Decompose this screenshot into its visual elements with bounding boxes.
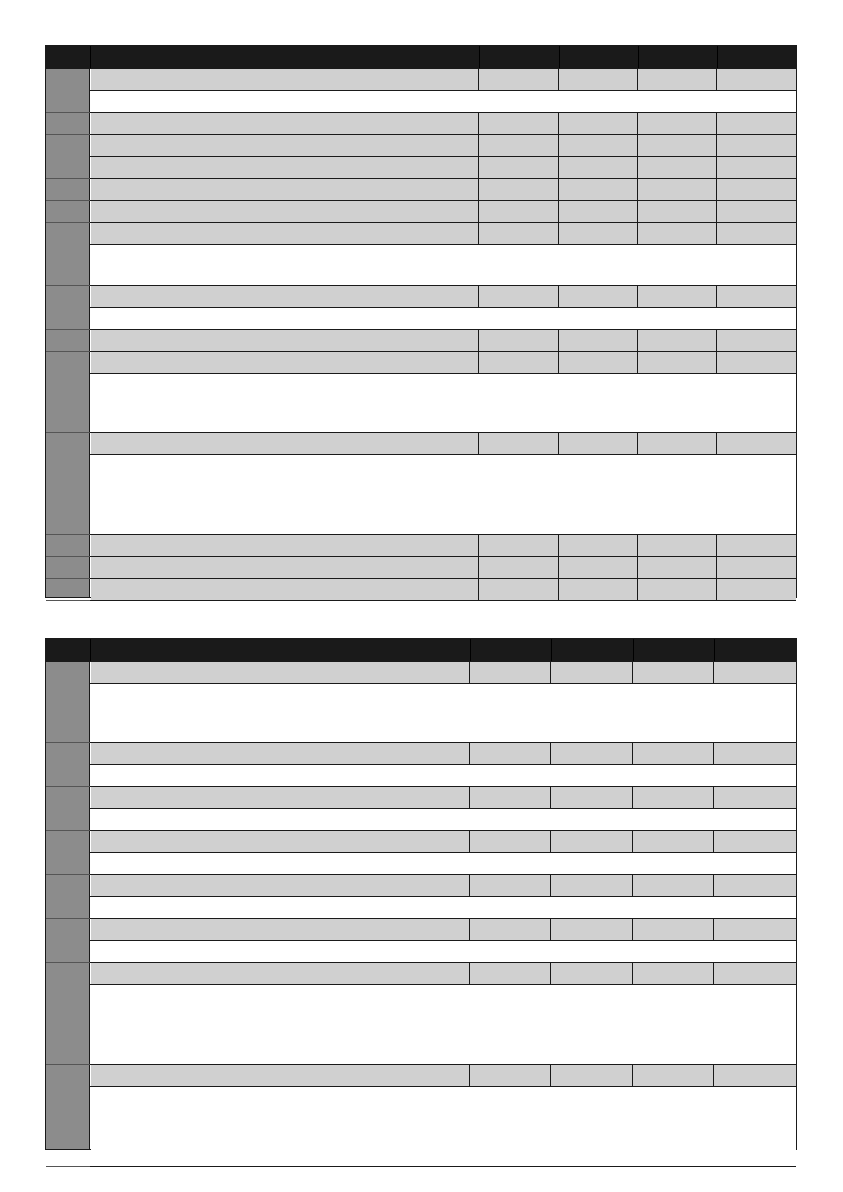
- parameter-value-cell: [638, 135, 717, 157]
- parameter-value-cell: [638, 223, 717, 245]
- description-cell: [91, 91, 796, 113]
- parameter-value-cell: [714, 787, 796, 809]
- parameter-value-cell: [717, 286, 796, 308]
- parameter-label-cell: [91, 535, 479, 557]
- parameter-value-cell: [559, 135, 638, 157]
- parameter-value-cell: [479, 579, 559, 601]
- parameter-value-cell: [551, 743, 633, 765]
- parameter-label-cell: [91, 330, 479, 352]
- parameter-value-cell: [717, 179, 796, 201]
- item-number-divider: [46, 222, 90, 223]
- header-divider: [638, 46, 639, 68]
- parameter-value-cell: [633, 787, 714, 809]
- row-divider: [90, 600, 796, 601]
- item-number-divider: [46, 329, 90, 330]
- parameter-label-cell: [91, 113, 479, 135]
- item-number-divider: [46, 556, 90, 557]
- parameter-label-cell: [91, 579, 479, 601]
- description-cell: [91, 374, 796, 433]
- item-number-divider: [46, 351, 90, 352]
- parameter-value-cell: [559, 223, 638, 245]
- parameter-value-cell: [633, 1065, 714, 1087]
- description-cell: [91, 455, 796, 535]
- header-divider: [714, 639, 715, 661]
- parameter-value-cell: [714, 875, 796, 897]
- parameter-value-cell: [638, 579, 717, 601]
- parameter-value-cell: [717, 223, 796, 245]
- parameter-value-cell: [717, 135, 796, 157]
- parameter-label-cell: [91, 919, 470, 941]
- parameter-label-cell: [91, 179, 479, 201]
- parameter-value-cell: [479, 201, 559, 223]
- parameter-value-cell: [470, 919, 551, 941]
- parameter-value-cell: [633, 919, 714, 941]
- parameter-value-cell: [470, 875, 551, 897]
- parameter-value-cell: [559, 69, 638, 91]
- parameter-value-cell: [551, 1065, 633, 1087]
- item-number-divider: [46, 112, 90, 113]
- parameter-label-cell: [91, 831, 470, 853]
- parameter-value-cell: [717, 352, 796, 374]
- parameter-label-cell: [91, 875, 470, 897]
- parameter-label-cell: [91, 787, 470, 809]
- parameter-value-cell: [559, 201, 638, 223]
- parameter-value-cell: [559, 557, 638, 579]
- description-cell: [91, 765, 796, 787]
- parameter-value-cell: [479, 179, 559, 201]
- item-number-divider: [46, 1064, 90, 1065]
- parameter-value-cell: [714, 662, 796, 684]
- item-number-divider: [46, 200, 90, 201]
- parameter-value-cell: [638, 352, 717, 374]
- parameter-value-cell: [717, 157, 796, 179]
- item-number-divider: [46, 742, 90, 743]
- parameter-value-cell: [551, 787, 633, 809]
- parameter-label-cell: [91, 223, 479, 245]
- header-divider: [90, 46, 91, 68]
- table-header: [46, 639, 796, 661]
- parameter-value-cell: [717, 69, 796, 91]
- parameter-value-cell: [717, 113, 796, 135]
- parameter-value-cell: [470, 1065, 551, 1087]
- parameter-value-cell: [479, 223, 559, 245]
- parameter-value-cell: [638, 330, 717, 352]
- parameter-value-cell: [479, 69, 559, 91]
- description-cell: [91, 245, 796, 286]
- parameter-value-cell: [638, 201, 717, 223]
- parameter-label-cell: [91, 69, 479, 91]
- parameter-value-cell: [470, 662, 551, 684]
- parameter-value-cell: [559, 535, 638, 557]
- parameter-value-cell: [559, 433, 638, 455]
- parameter-value-cell: [638, 113, 717, 135]
- parameter-value-cell: [479, 535, 559, 557]
- item-number-divider: [46, 285, 90, 286]
- parameter-value-cell: [551, 662, 633, 684]
- description-cell: [91, 897, 796, 919]
- description-cell: [91, 985, 796, 1065]
- parameter-value-cell: [559, 157, 638, 179]
- header-divider: [559, 46, 560, 68]
- parameter-value-cell: [479, 330, 559, 352]
- description-cell: [91, 809, 796, 831]
- parameter-table-2: [45, 638, 797, 1150]
- parameter-label-cell: [91, 135, 479, 157]
- header-divider: [551, 639, 552, 661]
- parameter-value-cell: [714, 919, 796, 941]
- parameter-value-cell: [633, 743, 714, 765]
- parameter-value-cell: [717, 433, 796, 455]
- header-divider: [717, 46, 718, 68]
- parameter-table-1: [45, 45, 797, 598]
- parameter-value-cell: [470, 963, 551, 985]
- parameter-value-cell: [479, 157, 559, 179]
- parameter-value-cell: [717, 557, 796, 579]
- parameter-value-cell: [551, 919, 633, 941]
- parameter-value-cell: [559, 113, 638, 135]
- parameter-value-cell: [638, 69, 717, 91]
- parameter-value-cell: [551, 963, 633, 985]
- parameter-value-cell: [470, 831, 551, 853]
- item-number-divider: [46, 432, 90, 433]
- parameter-label-cell: [91, 433, 479, 455]
- item-number-divider: [46, 1166, 90, 1167]
- parameter-label-cell: [91, 352, 479, 374]
- item-number-divider: [46, 134, 90, 135]
- parameter-value-cell: [633, 875, 714, 897]
- description-cell: [91, 941, 796, 963]
- header-divider: [479, 46, 480, 68]
- parameter-value-cell: [638, 286, 717, 308]
- parameter-label-cell: [91, 557, 479, 579]
- parameter-value-cell: [638, 157, 717, 179]
- parameter-value-cell: [714, 831, 796, 853]
- parameter-label-cell: [91, 201, 479, 223]
- parameter-value-cell: [638, 535, 717, 557]
- parameter-value-cell: [717, 535, 796, 557]
- header-divider: [470, 639, 471, 661]
- parameter-value-cell: [559, 352, 638, 374]
- item-number-divider: [46, 874, 90, 875]
- parameter-value-cell: [479, 135, 559, 157]
- item-number-divider: [46, 786, 90, 787]
- item-number-column: [46, 69, 90, 597]
- header-divider: [90, 639, 91, 661]
- parameter-value-cell: [633, 662, 714, 684]
- header-divider: [633, 639, 634, 661]
- parameter-value-cell: [714, 743, 796, 765]
- parameter-label-cell: [91, 743, 470, 765]
- parameter-value-cell: [638, 557, 717, 579]
- parameter-value-cell: [559, 179, 638, 201]
- parameter-value-cell: [714, 963, 796, 985]
- parameter-value-cell: [717, 579, 796, 601]
- item-number-column: [46, 662, 90, 1149]
- parameter-value-cell: [717, 201, 796, 223]
- parameter-value-cell: [551, 875, 633, 897]
- parameter-value-cell: [479, 286, 559, 308]
- parameter-value-cell: [479, 113, 559, 135]
- item-number-divider: [46, 918, 90, 919]
- description-cell: [91, 308, 796, 330]
- parameter-label-cell: [91, 662, 470, 684]
- description-cell: [91, 684, 796, 743]
- parameter-value-cell: [551, 831, 633, 853]
- item-number-divider: [46, 962, 90, 963]
- parameter-value-cell: [638, 433, 717, 455]
- parameter-value-cell: [559, 286, 638, 308]
- parameter-value-cell: [479, 352, 559, 374]
- description-cell: [91, 1087, 796, 1167]
- parameter-label-cell: [91, 1065, 470, 1087]
- parameter-label-cell: [91, 963, 470, 985]
- parameter-value-cell: [633, 831, 714, 853]
- parameter-value-cell: [638, 179, 717, 201]
- parameter-value-cell: [633, 963, 714, 985]
- parameter-value-cell: [479, 433, 559, 455]
- parameter-value-cell: [559, 330, 638, 352]
- parameter-value-cell: [470, 787, 551, 809]
- parameter-value-cell: [717, 330, 796, 352]
- item-number-divider: [46, 534, 90, 535]
- parameter-value-cell: [714, 1065, 796, 1087]
- description-cell: [91, 853, 796, 875]
- item-number-divider: [46, 178, 90, 179]
- parameter-label-cell: [91, 286, 479, 308]
- table-header: [46, 46, 796, 68]
- row-divider: [90, 1166, 796, 1167]
- parameter-value-cell: [470, 743, 551, 765]
- parameter-value-cell: [559, 579, 638, 601]
- item-number-divider: [46, 830, 90, 831]
- item-number-divider: [46, 600, 90, 601]
- parameter-label-cell: [91, 157, 479, 179]
- parameter-value-cell: [479, 557, 559, 579]
- item-number-divider: [46, 578, 90, 579]
